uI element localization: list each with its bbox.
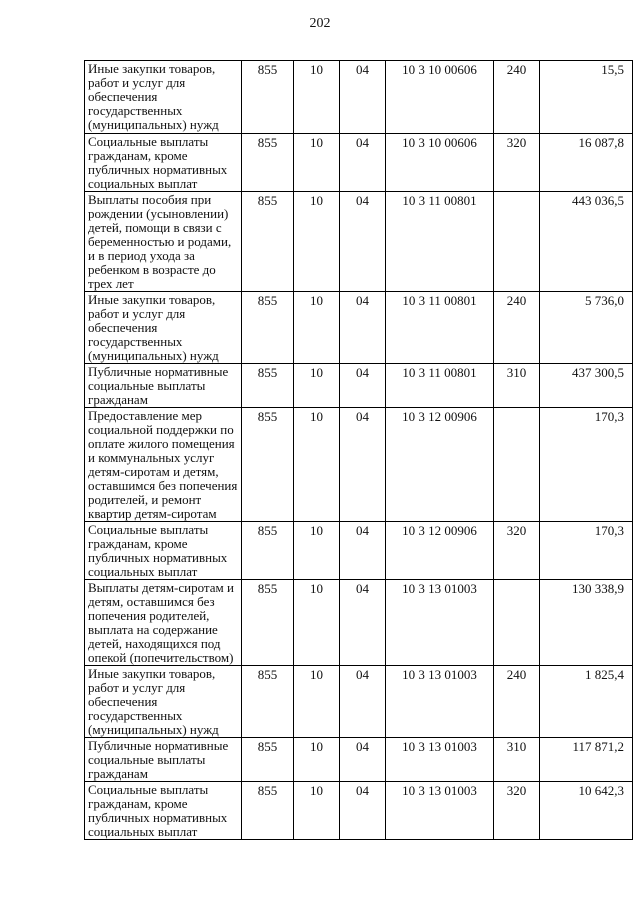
amount-cell: 16 087,8 xyxy=(540,134,633,192)
ministry-code-cell: 855 xyxy=(242,134,294,192)
section-code-cell: 10 xyxy=(294,580,340,666)
subsection-code-cell: 04 xyxy=(340,61,386,134)
table-row xyxy=(85,522,633,580)
page-number: 202 xyxy=(309,16,331,31)
subsection-code-cell: 04 xyxy=(340,522,386,580)
target-article-cell: 10 3 11 00801 xyxy=(386,292,494,364)
table-row xyxy=(85,292,633,364)
section-code-cell: 10 xyxy=(294,666,340,738)
target-article-cell: 10 3 12 00906 xyxy=(386,408,494,522)
amount-cell: 130 338,9 xyxy=(540,580,633,666)
ministry-code-cell: 855 xyxy=(242,292,294,364)
section-code-cell: 10 xyxy=(294,522,340,580)
target-article-cell: 10 3 11 00801 xyxy=(386,364,494,408)
amount-cell: 5 736,0 xyxy=(540,292,633,364)
section-code-cell: 10 xyxy=(294,134,340,192)
amount-cell: 1 825,4 xyxy=(540,666,633,738)
ministry-code-cell: 855 xyxy=(242,738,294,782)
expense-type-cell: 320 xyxy=(494,134,540,192)
amount-cell: 170,3 xyxy=(540,408,633,522)
target-article-cell: 10 3 12 00906 xyxy=(386,522,494,580)
target-article-cell: 10 3 13 01003 xyxy=(386,782,494,840)
subsection-code-cell: 04 xyxy=(340,738,386,782)
table-row xyxy=(85,134,633,192)
subsection-code-cell: 04 xyxy=(340,666,386,738)
table-row xyxy=(85,580,633,666)
expense-type-cell: 240 xyxy=(494,666,540,738)
expense-type-cell: 240 xyxy=(494,292,540,364)
section-code-cell: 10 xyxy=(294,192,340,292)
expense-name-cell: Социальные выплаты гражданам, кроме публичных нормативных социальных выплат xyxy=(85,134,242,192)
amount-cell: 170,3 xyxy=(540,522,633,580)
expense-name-cell: Социальные выплаты гражданам, кроме публичных нормативных социальных выплат xyxy=(85,782,242,840)
ministry-code-cell: 855 xyxy=(242,782,294,840)
subsection-code-cell: 04 xyxy=(340,408,386,522)
table-body xyxy=(85,61,633,840)
subsection-code-cell: 04 xyxy=(340,134,386,192)
section-code-cell: 10 xyxy=(294,782,340,840)
target-article-cell: 10 3 13 01003 xyxy=(386,580,494,666)
section-code-cell: 10 xyxy=(294,364,340,408)
expense-type-cell: 320 xyxy=(494,522,540,580)
subsection-code-cell: 04 xyxy=(340,580,386,666)
table-row xyxy=(85,782,633,840)
ministry-code-cell: 855 xyxy=(242,61,294,134)
expense-name-cell: Выплаты детям-сиротам и детям, оставшимся без попечения родителей, выплата на содержание детей, находящихся под опекой (попечительством) xyxy=(85,580,242,666)
budget-table xyxy=(84,60,633,840)
expense-name-cell: Публичные нормативные социальные выплаты гражданам xyxy=(85,738,242,782)
table-row xyxy=(85,61,633,134)
ministry-code-cell: 855 xyxy=(242,364,294,408)
target-article-cell: 10 3 13 01003 xyxy=(386,666,494,738)
subsection-code-cell: 04 xyxy=(340,292,386,364)
expense-type-cell xyxy=(494,580,540,666)
table-row xyxy=(85,364,633,408)
target-article-cell: 10 3 10 00606 xyxy=(386,134,494,192)
expense-name-cell: Иные закупки товаров, работ и услуг для обеспечения государственных (муниципальных) нужд xyxy=(85,61,242,134)
expense-type-cell: 310 xyxy=(494,364,540,408)
section-code-cell: 10 xyxy=(294,408,340,522)
expense-name-cell: Социальные выплаты гражданам, кроме публичных нормативных социальных выплат xyxy=(85,522,242,580)
section-code-cell: 10 xyxy=(294,292,340,364)
table-row xyxy=(85,666,633,738)
subsection-code-cell: 04 xyxy=(340,192,386,292)
amount-cell: 437 300,5 xyxy=(540,364,633,408)
ministry-code-cell: 855 xyxy=(242,666,294,738)
amount-cell: 15,5 xyxy=(540,61,633,134)
expense-type-cell: 240 xyxy=(494,61,540,134)
expense-type-cell: 310 xyxy=(494,738,540,782)
expense-name-cell: Предоставление мер социальной поддержки по оплате жилого помещения и коммунальных услуг детям-сиротам и детям, оставшимся без попечения родителей, и ремонт квартир детям-сиротам xyxy=(85,408,242,522)
expense-name-cell: Иные закупки товаров, работ и услуг для обеспечения государственных (муниципальных) нужд xyxy=(85,292,242,364)
amount-cell: 10 642,3 xyxy=(540,782,633,840)
section-code-cell: 10 xyxy=(294,738,340,782)
expense-type-cell: 320 xyxy=(494,782,540,840)
expense-name-cell: Иные закупки товаров, работ и услуг для обеспечения государственных (муниципальных) нужд xyxy=(85,666,242,738)
ministry-code-cell: 855 xyxy=(242,580,294,666)
amount-cell: 117 871,2 xyxy=(540,738,633,782)
expense-type-cell xyxy=(494,408,540,522)
table-row xyxy=(85,408,633,522)
ministry-code-cell: 855 xyxy=(242,408,294,522)
target-article-cell: 10 3 13 01003 xyxy=(386,738,494,782)
amount-cell: 443 036,5 xyxy=(540,192,633,292)
target-article-cell: 10 3 10 00606 xyxy=(386,61,494,134)
ministry-code-cell: 855 xyxy=(242,192,294,292)
table-row xyxy=(85,192,633,292)
section-code-cell: 10 xyxy=(294,61,340,134)
ministry-code-cell: 855 xyxy=(242,522,294,580)
expense-name-cell: Выплаты пособия при рождении (усыновлении) детей, помощи в связи с беременностью и родами, и в период ухода за ребенком в возрасте до трех лет xyxy=(85,192,242,292)
table-row xyxy=(85,738,633,782)
expense-type-cell xyxy=(494,192,540,292)
subsection-code-cell: 04 xyxy=(340,782,386,840)
subsection-code-cell: 04 xyxy=(340,364,386,408)
expense-name-cell: Публичные нормативные социальные выплаты гражданам xyxy=(85,364,242,408)
target-article-cell: 10 3 11 00801 xyxy=(386,192,494,292)
